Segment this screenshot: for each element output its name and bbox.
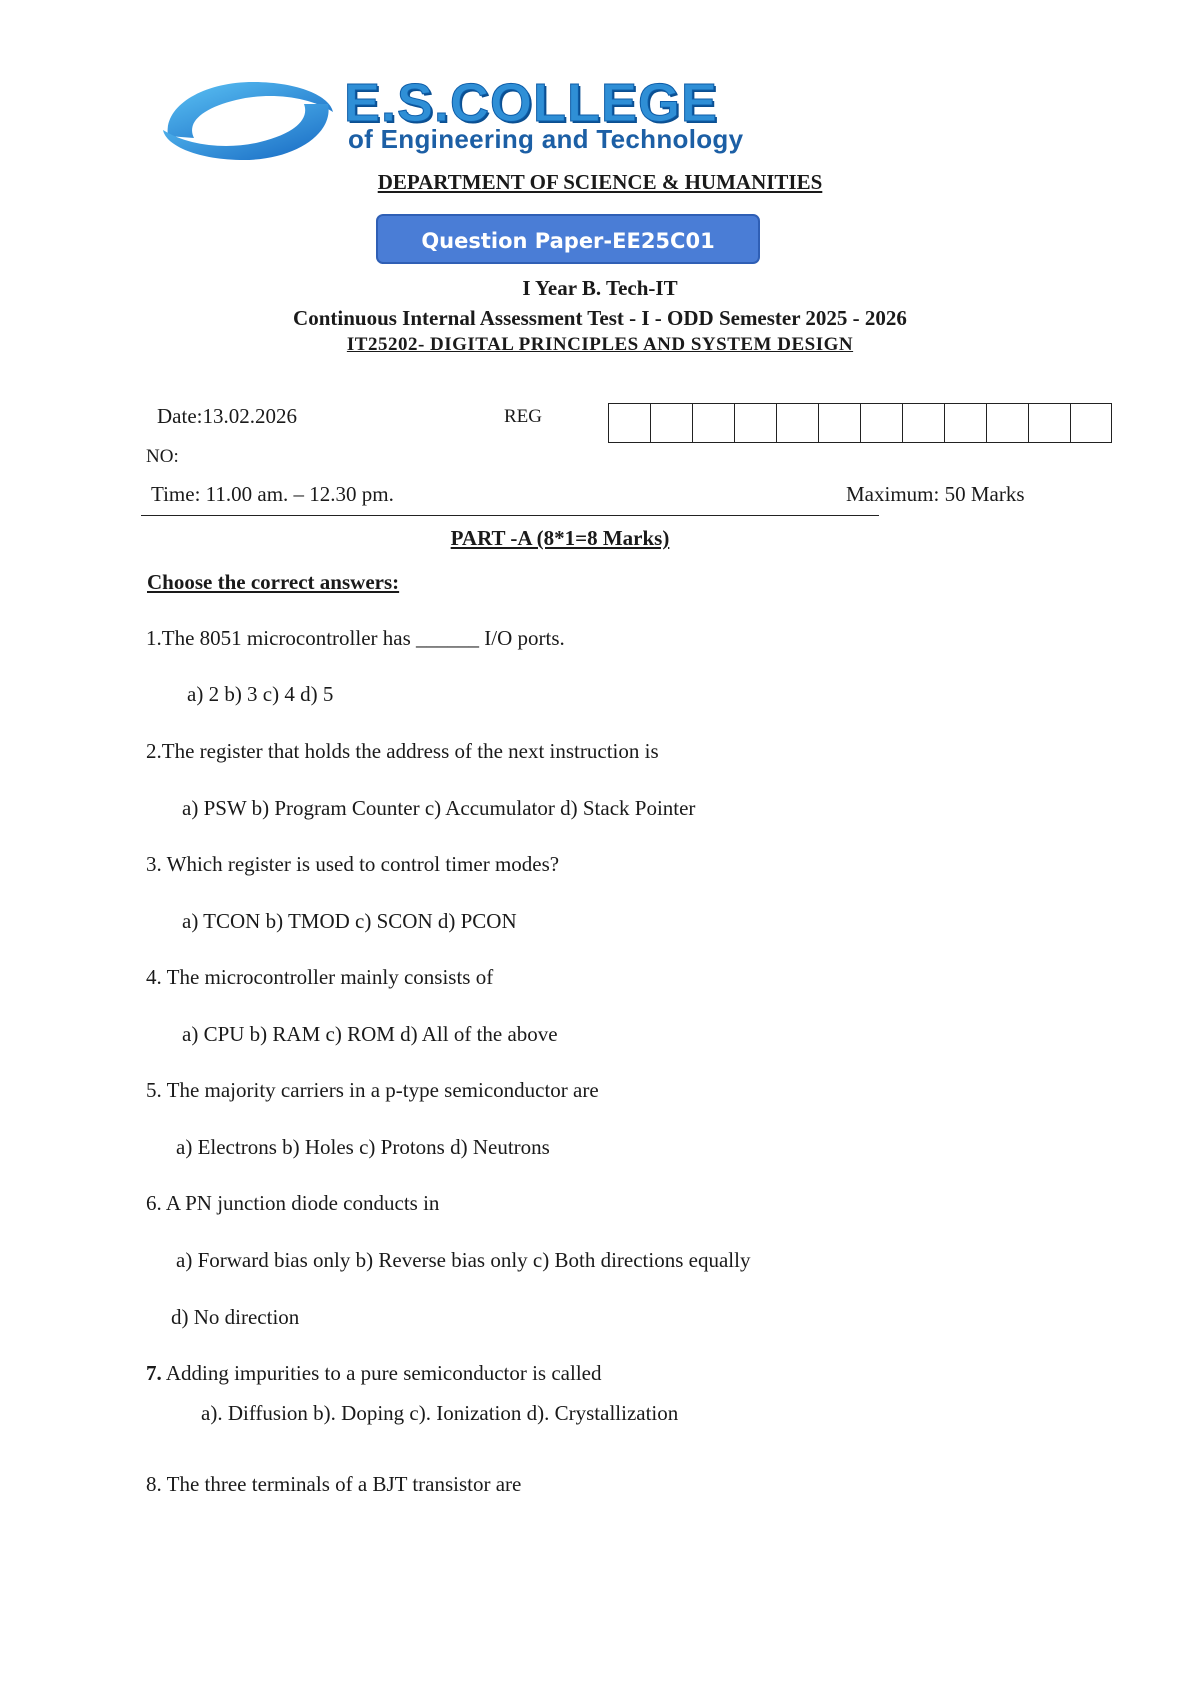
- question-1: 1.The 8051 microcontroller has ______ I/O ports.: [146, 626, 565, 650]
- assessment-line: Continuous Internal Assessment Test - I - ODD Semester 2025 - 2026: [293, 306, 907, 330]
- header-divider: [141, 515, 879, 516]
- question-6: 6. A PN junction diode conducts in: [146, 1191, 440, 1215]
- question-2-options: a) PSW b) Program Counter c) Accumulator d) Stack Pointer: [182, 796, 696, 820]
- question-6-options: a) Forward bias only b) Reverse bias only c) Both directions equally: [176, 1248, 751, 1272]
- question-1-options: a) 2 b) 3 c) 4 d) 5: [187, 682, 334, 706]
- reg-digit-box[interactable]: [1070, 403, 1112, 443]
- question-2: 2.The register that holds the address of the next instruction is: [146, 739, 659, 763]
- part-a-title: PART -A (8*1=8 Marks): [450, 526, 670, 550]
- exam-time: Time: 11.00 am. – 12.30 pm.: [151, 482, 394, 506]
- maximum-marks: Maximum: 50 Marks: [846, 482, 1025, 506]
- reg-digit-box[interactable]: [1028, 403, 1070, 443]
- reg-digit-box[interactable]: [944, 403, 986, 443]
- question-8: 8. The three terminals of a BJT transistor are: [146, 1472, 522, 1496]
- question-7: [146, 1361, 602, 1386]
- question-5: 5. The majority carriers in a p-type semiconductor are: [146, 1078, 599, 1102]
- question-3-options: a) TCON b) TMOD c) SCON d) PCON: [182, 909, 517, 933]
- reg-digit-box[interactable]: [902, 403, 944, 443]
- reg-digit-box[interactable]: [692, 403, 734, 443]
- college-subtitle: of Engineering and Technology: [348, 124, 744, 154]
- college-logo: [158, 74, 868, 166]
- department-title: DEPARTMENT OF SCIENCE & HUMANITIES: [377, 170, 823, 194]
- question-7-number: 7.: [146, 1361, 162, 1385]
- reg-number-boxes[interactable]: [608, 403, 1112, 445]
- question-7-text: Adding impurities to a pure semiconductor is called: [161, 1361, 602, 1385]
- year-line: I Year B. Tech-IT: [522, 276, 678, 300]
- college-emblem-icon: [158, 74, 338, 166]
- reg-digit-box[interactable]: [860, 403, 902, 443]
- question-4-options: a) CPU b) RAM c) ROM d) All of the above: [182, 1022, 558, 1046]
- question-7-options: a). Diffusion b). Doping c). Ionization d). Crystallization: [201, 1401, 679, 1425]
- question-4: 4. The microcontroller mainly consists of: [146, 965, 494, 989]
- part-a-instruction: Choose the correct answers:: [147, 570, 400, 594]
- question-paper-badge: Question Paper-EE25C01: [376, 214, 760, 264]
- reg-digit-box[interactable]: [776, 403, 818, 443]
- exam-date: Date:13.02.2026: [157, 404, 297, 428]
- reg-digit-box[interactable]: [608, 403, 650, 443]
- reg-no-label: NO:: [146, 446, 179, 467]
- question-3: 3. Which register is used to control timer modes?: [146, 852, 560, 876]
- question-5-options: a) Electrons b) Holes c) Protons d) Neutrons: [176, 1135, 550, 1159]
- reg-digit-box[interactable]: [734, 403, 776, 443]
- question-6-option-d: d) No direction: [171, 1305, 300, 1329]
- reg-digit-box[interactable]: [650, 403, 692, 443]
- college-name: E.S.COLLEGE: [344, 73, 719, 133]
- reg-digit-box[interactable]: [986, 403, 1028, 443]
- course-title: IT25202- DIGITAL PRINCIPLES AND SYSTEM DESIGN: [346, 334, 854, 355]
- reg-label: REG: [504, 406, 542, 427]
- reg-digit-box[interactable]: [818, 403, 860, 443]
